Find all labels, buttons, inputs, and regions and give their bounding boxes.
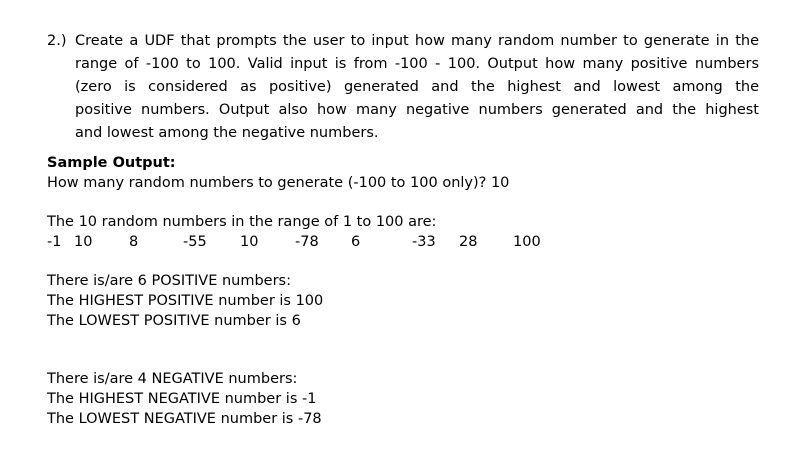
- random-number: 10: [240, 234, 259, 250]
- random-number: 6: [351, 234, 361, 250]
- random-numbers-row: [47, 232, 759, 252]
- question-line: positive numbers. Output also how many negative numbers generated and the highest: [75, 102, 759, 118]
- negative-highest-line: The HIGHEST NEGATIVE number is -1: [47, 391, 317, 407]
- random-number: -33: [412, 234, 436, 250]
- question-number: 2.): [47, 33, 67, 49]
- positive-count-line: There is/are 6 POSITIVE numbers:: [47, 273, 291, 289]
- sample-output-title: Sample Output:: [47, 155, 176, 171]
- random-number: 8: [129, 234, 139, 250]
- input-prompt-line: How many random numbers to generate (-100 to 100 only)? 10: [47, 175, 510, 191]
- sample-output: [47, 153, 759, 429]
- positive-lowest-line: The LOWEST POSITIVE number is 6: [47, 313, 301, 329]
- question-line: Create a UDF that prompts the user to input how many random number to generate in the: [75, 33, 759, 49]
- random-number: 28: [459, 234, 478, 250]
- random-number: -55: [183, 234, 207, 250]
- question-text: [75, 30, 759, 145]
- random-number: -78: [295, 234, 319, 250]
- range-line: The 10 random numbers in the range of 1 to 100 are:: [47, 214, 437, 230]
- question-item: [47, 30, 759, 145]
- document: [47, 30, 759, 429]
- random-number: 100: [513, 234, 541, 250]
- question-line: (zero is considered as positive) generated and the highest and lowest among the: [75, 79, 759, 95]
- question-line: and lowest among the negative numbers.: [75, 125, 379, 141]
- random-number: 10: [74, 234, 93, 250]
- question-line: range of -100 to 100. Valid input is from -100 - 100. Output how many positive numbers: [75, 56, 759, 72]
- negative-count-line: There is/are 4 NEGATIVE numbers:: [47, 371, 298, 387]
- random-number: -1: [47, 234, 62, 250]
- positive-highest-line: The HIGHEST POSITIVE number is 100: [47, 293, 324, 309]
- negative-lowest-line: The LOWEST NEGATIVE number is -78: [47, 411, 322, 427]
